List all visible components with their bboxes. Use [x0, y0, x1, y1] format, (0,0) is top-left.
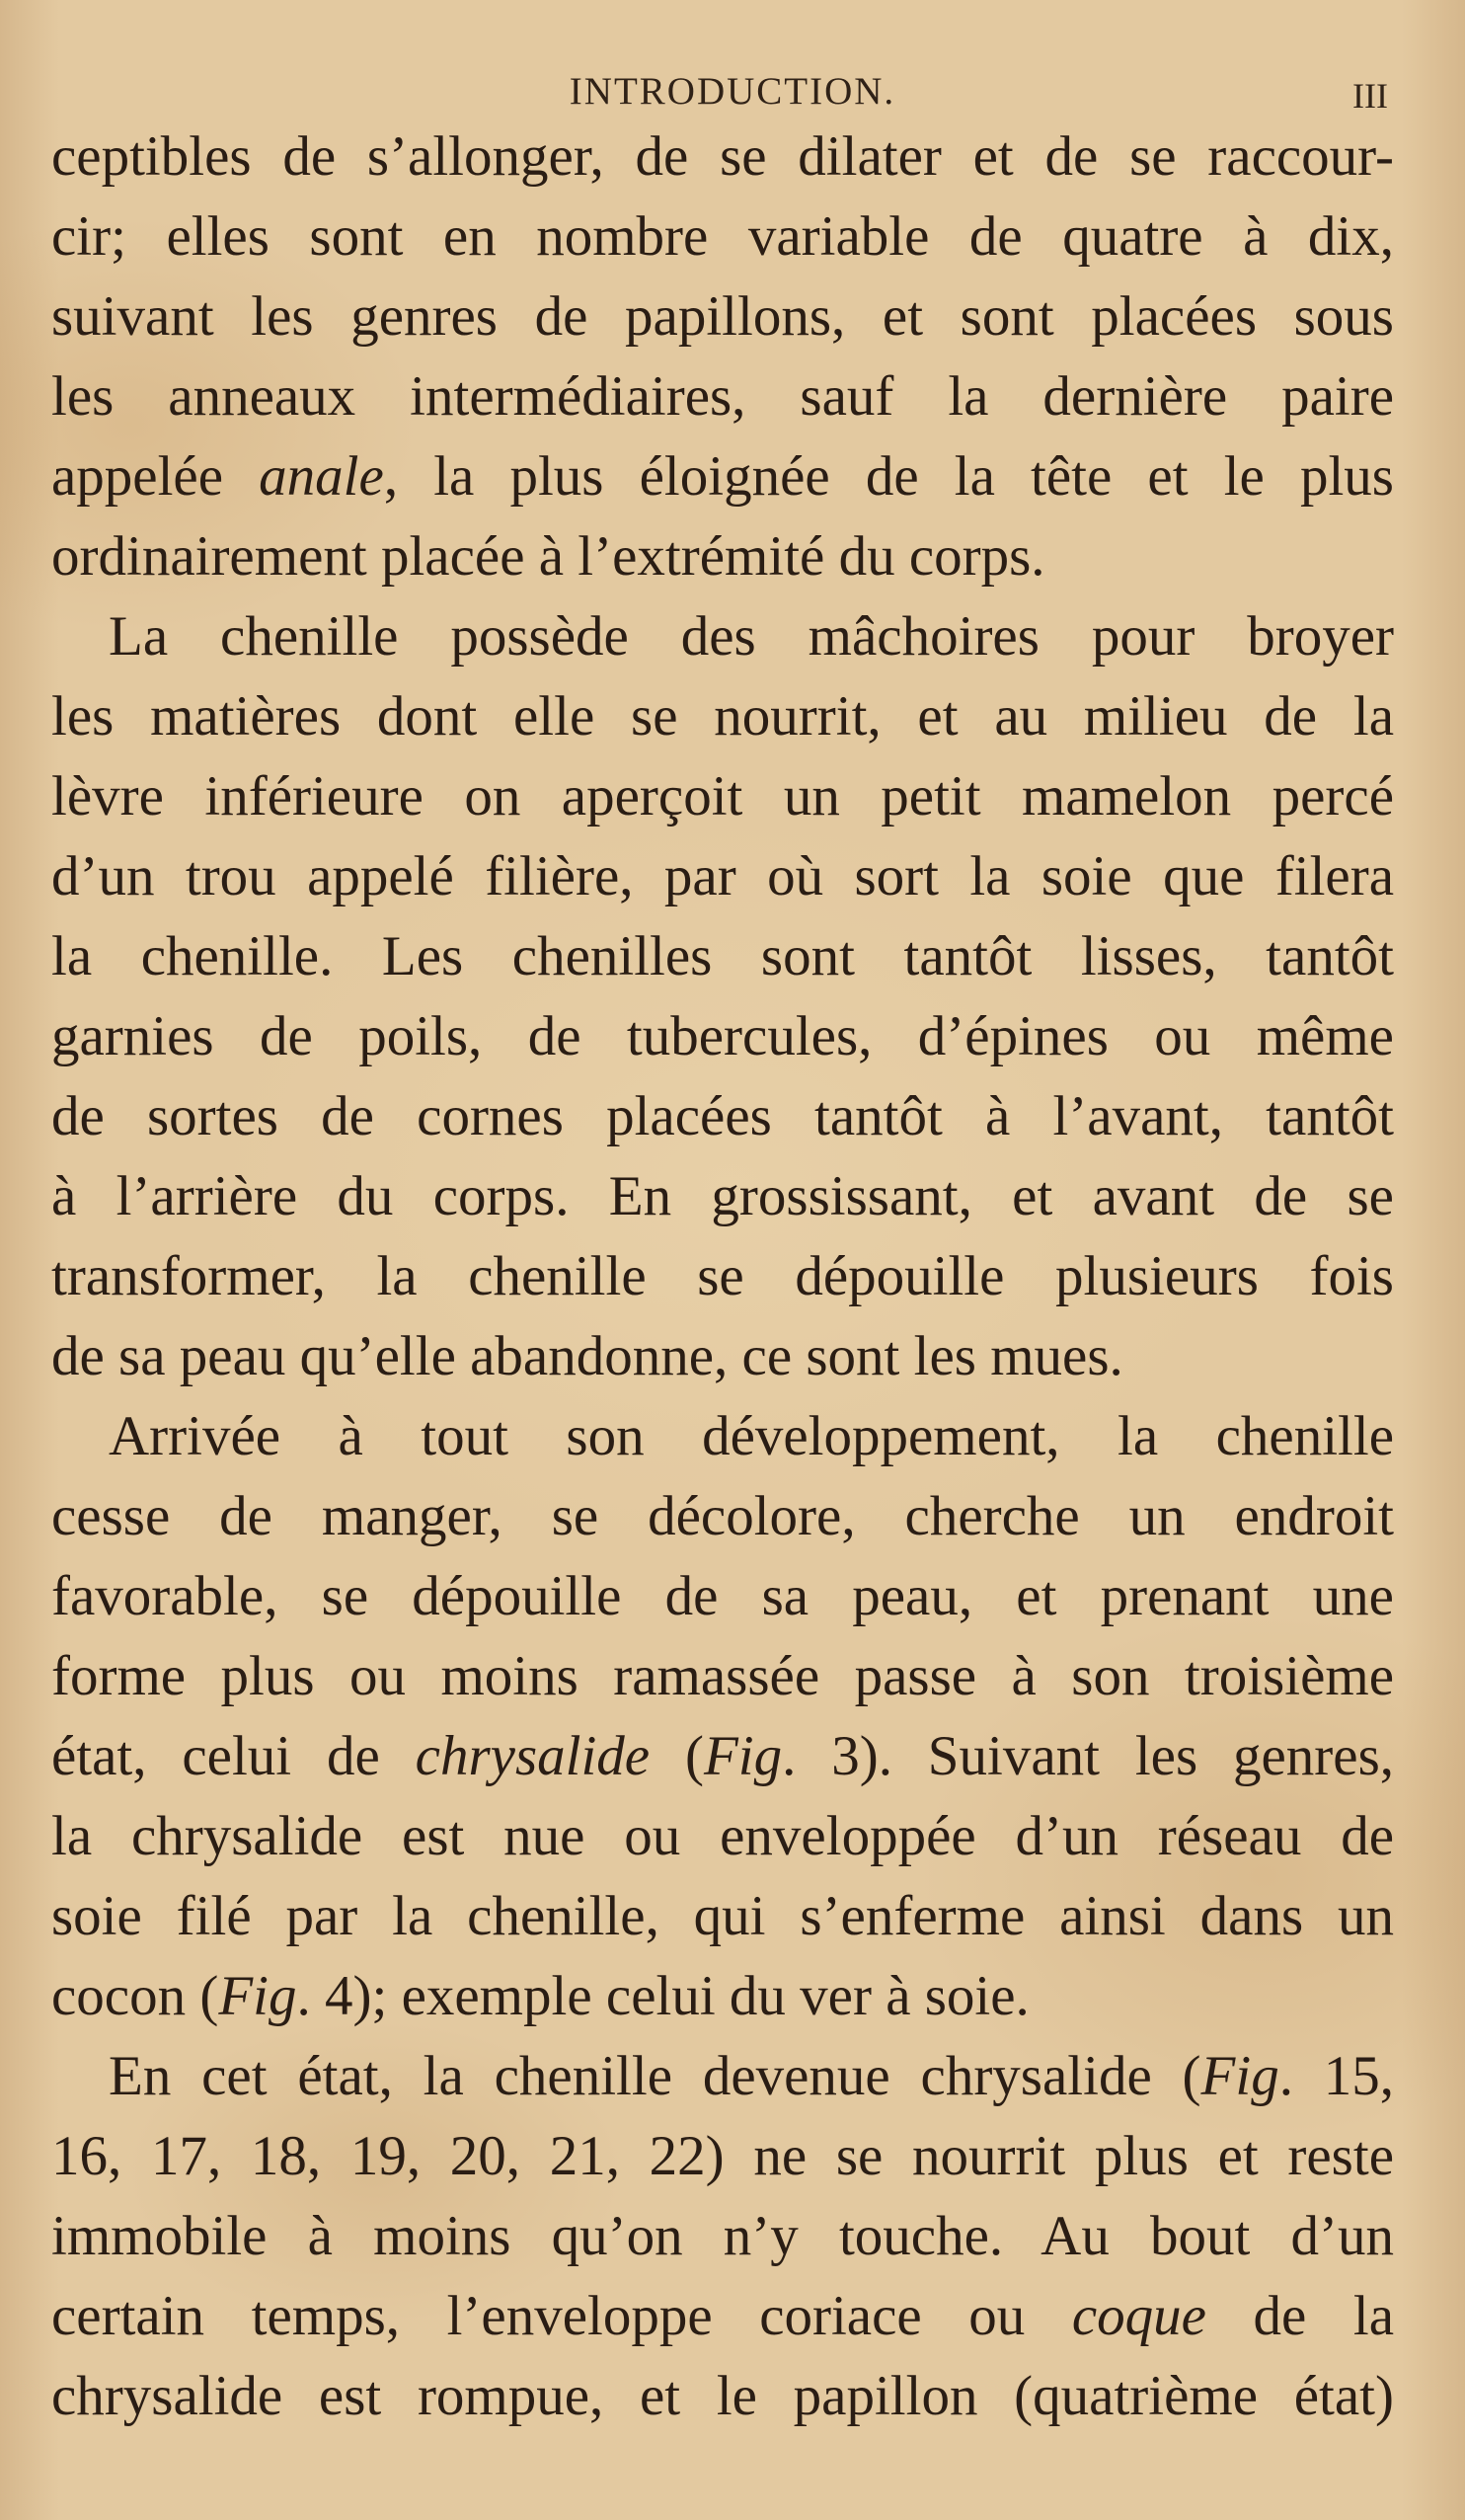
text-line: de sa peau qu’elle abandonne, ce sont les mues. [51, 1325, 1123, 1387]
text-line: garnies de poils, de tubercules, d’épines ou même [51, 1005, 1394, 1067]
text-line: d’un trou appelé filière, par où sort la soie que filera [51, 845, 1394, 907]
text-line: soie filé par la chenille, qui s’enferme ainsi dans un [51, 1885, 1394, 1947]
text-line: cocon (Fig. 4); exemple celui du ver à soie. [51, 1965, 1030, 2027]
text-line: cir; elles sont en nombre variable de quatre à dix, [51, 205, 1394, 268]
text-line: lèvre inférieure on aperçoit un petit mamelon percé [51, 765, 1394, 827]
text-line: cesse de manger, se décolore, cherche un endroit [51, 1485, 1394, 1547]
italic-term: coque [1071, 2285, 1206, 2347]
text-line: ceptibles de s’allonger, de se dilater et de se raccour- [51, 125, 1394, 188]
italic-term: chrysalide [415, 1725, 651, 1787]
page-number: III [1352, 76, 1388, 116]
text-line: La chenille possède des mâchoires pour broyer [109, 605, 1394, 668]
paragraph [51, 2036, 1394, 2436]
paragraph [51, 596, 1394, 1396]
italic-term: Fig [703, 1725, 783, 1787]
text-line: les anneaux intermédiaires, sauf la dernière paire [51, 365, 1394, 428]
italic-term: anale [259, 445, 384, 508]
text-line: En cet état, la chenille devenue chrysalide (Fig. 15, [109, 2045, 1395, 2107]
text-line: favorable, se dépouille de sa peau, et prenant une [51, 1565, 1394, 1627]
text-line: état, celui de chrysalide (Fig. 3). Suivant les genres, [51, 1725, 1395, 1787]
paragraph [51, 117, 1394, 596]
text-line: Arrivée à tout son développement, la chenille [109, 1405, 1394, 1467]
italic-term: Fig [218, 1965, 297, 2027]
body-text [51, 117, 1394, 2436]
text-line: transformer, la chenille se dépouille plusieurs fois [51, 1245, 1394, 1307]
text-line: suivant les genres de papillons, et sont placées sous [51, 285, 1394, 348]
paragraph [51, 1396, 1394, 2036]
text-line: forme plus ou moins ramassée passe à son troisième [51, 1645, 1394, 1707]
text-line: la chenille. Les chenilles sont tantôt lisses, tantôt [51, 925, 1394, 987]
italic-term: Fig [1200, 2045, 1279, 2107]
text-line: appelée anale, la plus éloignée de la tête et le plus [51, 445, 1394, 508]
text-line: à l’arrière du corps. En grossissant, et avant de se [51, 1165, 1394, 1227]
text-line: la chrysalide est nue ou enveloppée d’un réseau de [51, 1805, 1394, 1867]
text-line: 16, 17, 18, 19, 20, 21, 22) ne se nourrit plus et reste [51, 2125, 1394, 2187]
text-line: ordinairement placée à l’extrémité du corps. [51, 525, 1045, 588]
text-line: les matières dont elle se nourrit, et au milieu de la [51, 685, 1394, 748]
running-head: INTRODUCTION. [569, 70, 896, 113]
text-line: de sortes de cornes placées tantôt à l’avant, tantôt [51, 1085, 1394, 1147]
text-line: certain temps, l’enveloppe coriace ou coque de la [51, 2285, 1394, 2347]
text-line: immobile à moins qu’on n’y touche. Au bout d’un [51, 2205, 1394, 2267]
text-line: chrysalide est rompue, et le papillon (quatrième état) [51, 2365, 1394, 2427]
